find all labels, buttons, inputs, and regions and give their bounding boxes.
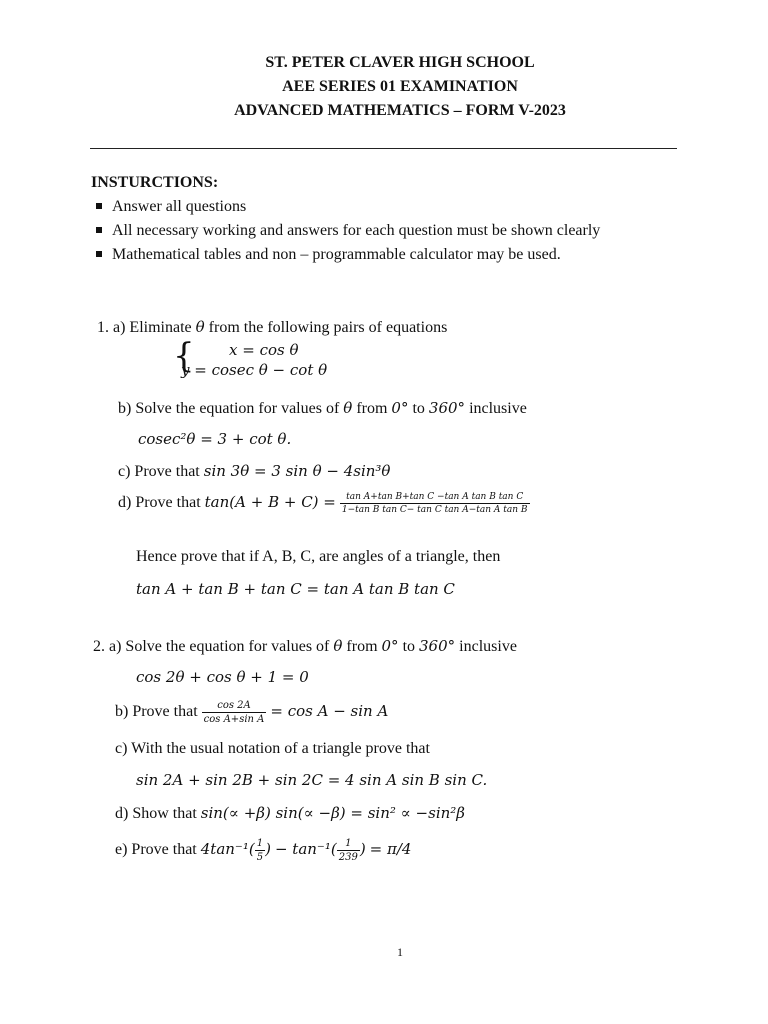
q2c-equation: sin 2A + sin 2B + sin 2C = 4 sin A sin B sin C. <box>136 771 488 789</box>
subject-title: ADVANCED MATHEMATICS – FORM V-2023 <box>234 102 566 119</box>
instruction-item: All necessary working and answers for each question must be shown clearly <box>96 222 600 240</box>
header-divider <box>90 148 677 149</box>
q1c-text: c) Prove that sin 3θ = 3 sin θ − 4sin³θ <box>118 462 391 480</box>
q2b-fraction: $\frac{\cos 2A}{\text{cos A+sin A}}$ <box>203 700 265 725</box>
q2e-fraction-1: $\frac{1}{5}$ <box>256 838 264 863</box>
q1a-eq2: y = cosec θ − cot θ <box>181 361 328 379</box>
q1-hence-equation: tan A + tan B + tan C = tan A tan B tan C <box>136 580 455 598</box>
instructions-title: INSTURCTIONS: <box>91 174 219 191</box>
q1d-fraction: $\frac{\text{tan A+tan B+tan C −tan A tan B tan C}}{\text{1−tan B tan C− tan C tan A−tan A tan B}}$ <box>341 492 528 515</box>
q1a-text: 1. a) Eliminate θ from the following pairs of equations <box>97 318 448 336</box>
q2a-equation: cos 2θ + cos θ + 1 = 0 <box>136 668 309 686</box>
q2a-text: 2. a) Solve the equation for values of θ from 0° to 360° inclusive <box>93 637 517 655</box>
q2d-text: d) Show that sin(∝ +β) sin(∝ −β) = sin² ∝ −sin²β <box>115 804 465 822</box>
q2e-text: e) Prove that 4tan⁻¹( $\frac{1}{5}$ ) − tan⁻¹( $\frac{1}{239}$ ) = π/4 <box>115 838 412 863</box>
q2b-text: b) Prove that $\frac{\cos 2A}{\text{cos A+sin A}}$ = cos A − sin A <box>115 700 389 725</box>
school-name: ST. PETER CLAVER HIGH SCHOOL <box>265 54 535 71</box>
q2e-fraction-2: $\frac{1}{239}$ <box>338 838 358 863</box>
q1b-equation: cosec²θ = 3 + cot θ. <box>138 430 292 448</box>
exam-series: AEE SERIES 01 EXAMINATION <box>282 78 518 95</box>
brace-icon: { <box>173 336 195 376</box>
bullet-icon <box>96 203 102 209</box>
bullet-icon <box>96 227 102 233</box>
q1a-eq1: x = cos θ <box>229 341 299 359</box>
page-number: 1 <box>397 945 403 959</box>
instruction-item: Answer all questions <box>96 198 246 216</box>
bullet-icon <box>96 251 102 257</box>
q2c-text: c) With the usual notation of a triangle prove that <box>115 740 430 757</box>
instruction-item: Mathematical tables and non – programmable calculator may be used. <box>96 246 561 264</box>
q1b-text: b) Solve the equation for values of θ from 0° to 360° inclusive <box>118 399 527 417</box>
q1-hence-text: Hence prove that if A, B, C, are angles of a triangle, then <box>136 548 501 565</box>
q1d-text: d) Prove that tan(A + B + C) = $\frac{\text{tan A+tan B+tan C −tan A tan B tan C}}{\text{1−tan B tan C− tan C tan A−tan A tan B}}$ <box>118 492 528 515</box>
